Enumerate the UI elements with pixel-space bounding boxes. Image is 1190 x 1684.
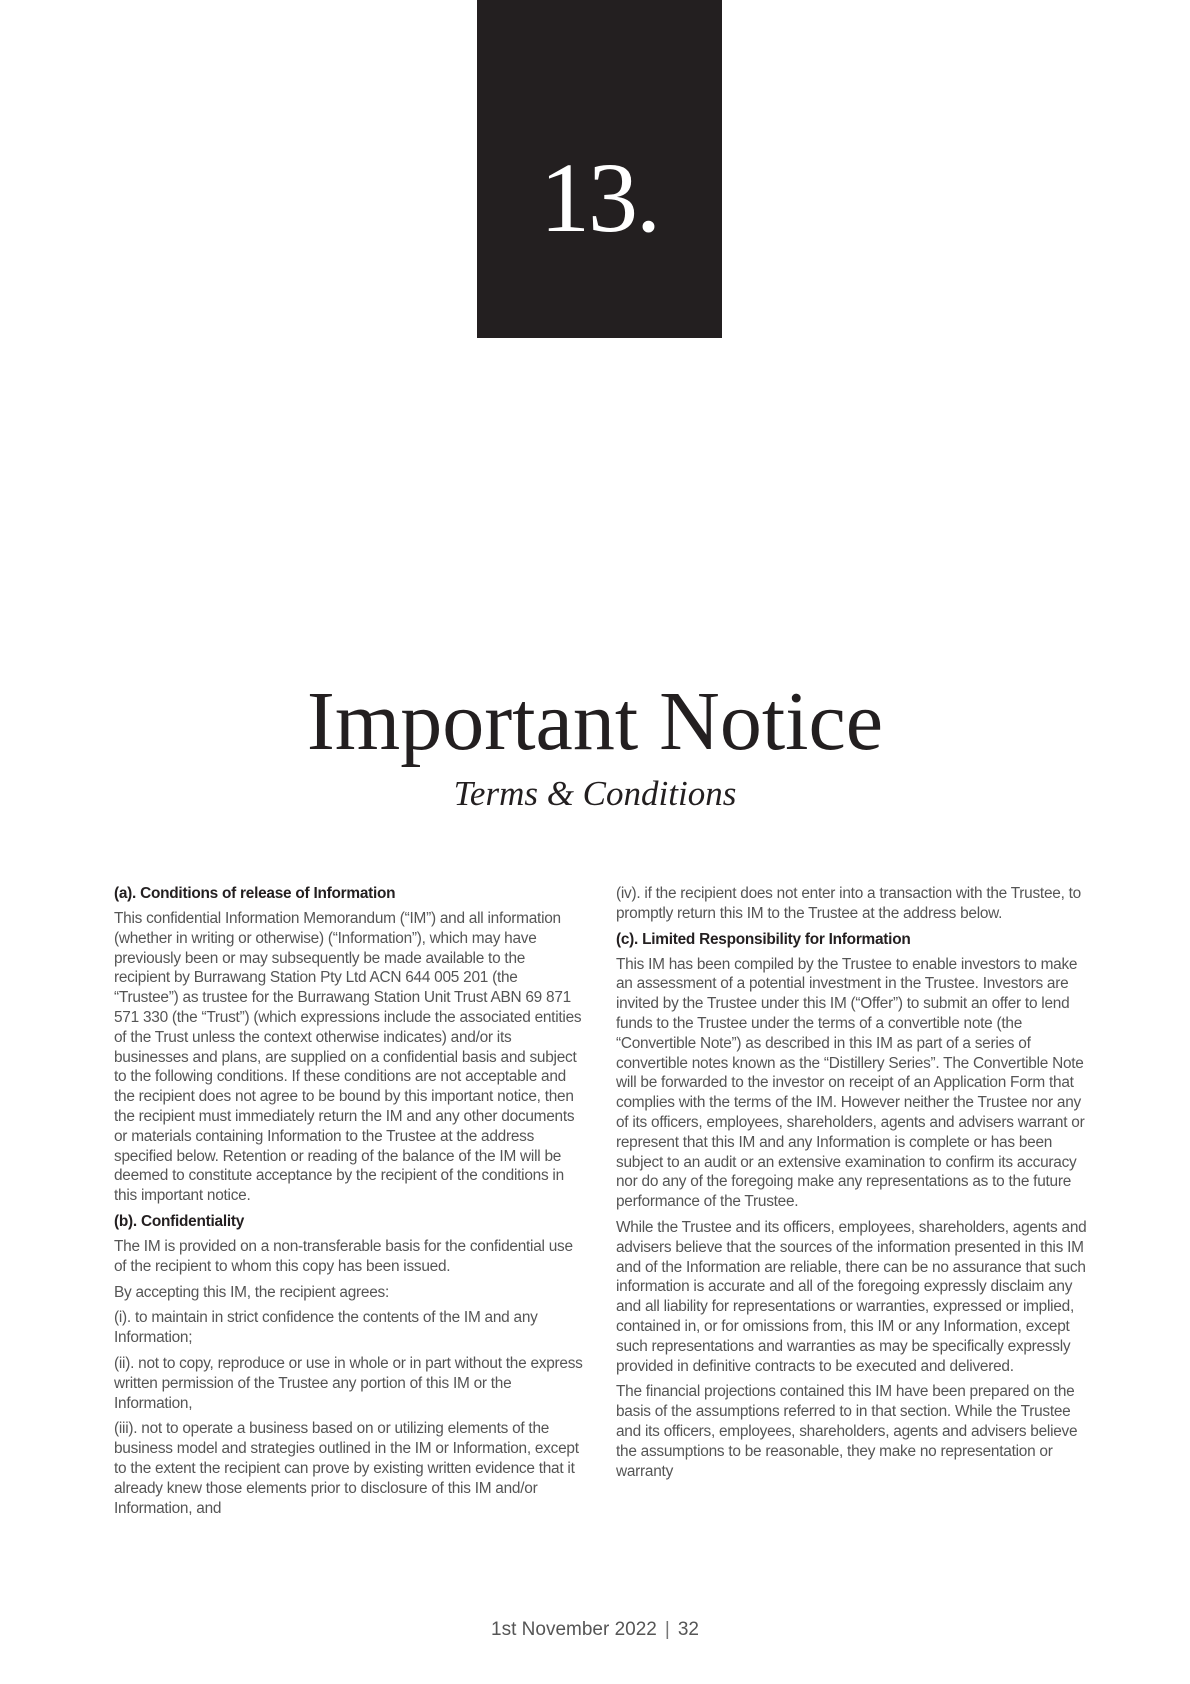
footer-separator: | <box>664 1619 670 1640</box>
heading-conditions-of-release: (a). Conditions of release of Information <box>114 885 396 902</box>
paragraph-confidentiality: The IM is provided on a non-transferable basis for the confidential use of the recipient to whom this copy has been issued. <box>114 1237 573 1275</box>
heading-confidentiality: (b). Confidentiality <box>114 1212 245 1230</box>
page-subtitle: Terms & Conditions <box>453 774 737 813</box>
list-item-iii: (iii). not to operate a business based on or utilizing elements of the business model and strategies outlined in the IM or Information, except to the extent the recipient can prove by existing written evidence that it already knew those elements prior to disclosure of this IM and/or Information, and <box>114 1420 579 1517</box>
heading-limited-responsibility: (c). Limited Responsibility for Information <box>616 930 911 948</box>
page-number: 32 <box>677 1619 699 1640</box>
paragraph-recipient-agrees: By accepting this IM, the recipient agrees: <box>114 1283 389 1301</box>
list-item-iv: (iv). if the recipient does not enter into a transaction with the Trustee, to promptly return this IM to the Trustee at the address below. <box>616 885 1081 922</box>
section-number-block <box>477 0 722 338</box>
paragraph-conditions-of-release: This confidential Information Memorandum (“IM”) and all information (whether in writing or otherwise) (“Information”), which may have previously been or may subsequently be made available to the recipient by Burrawang Station Pty Ltd ACN 644 005 201 (the “Trustee”) as trustee for the Burrawang Station Unit Trust ABN 69 871 571 330 (the “Trust”) (which expressions include the associated entities of the Trust unless the context otherwise indicates) and/or its businesses and plans, are supplied on a confidential basis and subject to the following conditions. If these conditions are not acceptable and the recipient does not agree to be bound by this important notice, then the recipient must immediately return the IM and any other documents or materials containing Information to the Trustee at the address specified below. Retention or reading of the balance of the IM will be deemed to constitute acceptance by the recipient of the conditions in this important notice. <box>114 910 582 1205</box>
list-item-ii: (ii). not to copy, reproduce or use in whole or in part without the express written permission of the Trustee any portion of this IM or the Information, <box>114 1354 583 1412</box>
paragraph-limited-responsibility-2: While the Trustee and its officers, employees, shareholders, agents and advisers believe that the sources of the information presented in this IM and of the Information are reliable, there can be no assurance that such information is accurate and all of the foregoing expressly disclaim any and all liability for representations or warranties, expressed or implied, contained in, or for omissions from, this IM or any Information, except such representations and warranties as may be specifically expressly provided in definitive contracts to be executed and delivered. <box>616 1218 1087 1375</box>
paragraph-limited-responsibility-1: This IM has been compiled by the Trustee to enable investors to make an assessment of a potential investment in the Trustee. Investors are invited by the Trustee under this IM (“Offer”) to submit an offer to lend funds to the Trustee under the terms of a convertible note (the “Convertible Note”) as described in this IM as part of a series of convertible notes known as the “Distillery Series”. The Convertible Note will be forwarded to the investor on receipt of an Application Form that complies with the terms of the IM. However neither the Trustee nor any of its officers, employees, shareholders, agents and advisers warrant or represent that this IM and any Information is complete or has been subject to an audit or an extensive examination to confirm its accuracy nor do any of the foregoing make any representations as to the future performance of the Trustee. <box>616 955 1085 1211</box>
right-column <box>616 884 1088 1487</box>
left-column <box>114 884 584 1524</box>
list-item-i: (i). to maintain in strict confidence the contents of the IM and any Information; <box>114 1309 538 1347</box>
section-number: 13. <box>540 142 659 253</box>
paragraph-financial-projections: The financial projections contained this IM have been prepared on the basis of the assumptions referred to in that section. While the Trustee and its officers, employees, shareholders, agents and advisers believe the assumptions to be reasonable, they make no representation or warranty <box>616 1383 1078 1480</box>
page-footer <box>0 1619 1190 1641</box>
footer-date: 1st November 2022 <box>491 1619 657 1640</box>
page-title: Important Notice <box>306 675 884 768</box>
